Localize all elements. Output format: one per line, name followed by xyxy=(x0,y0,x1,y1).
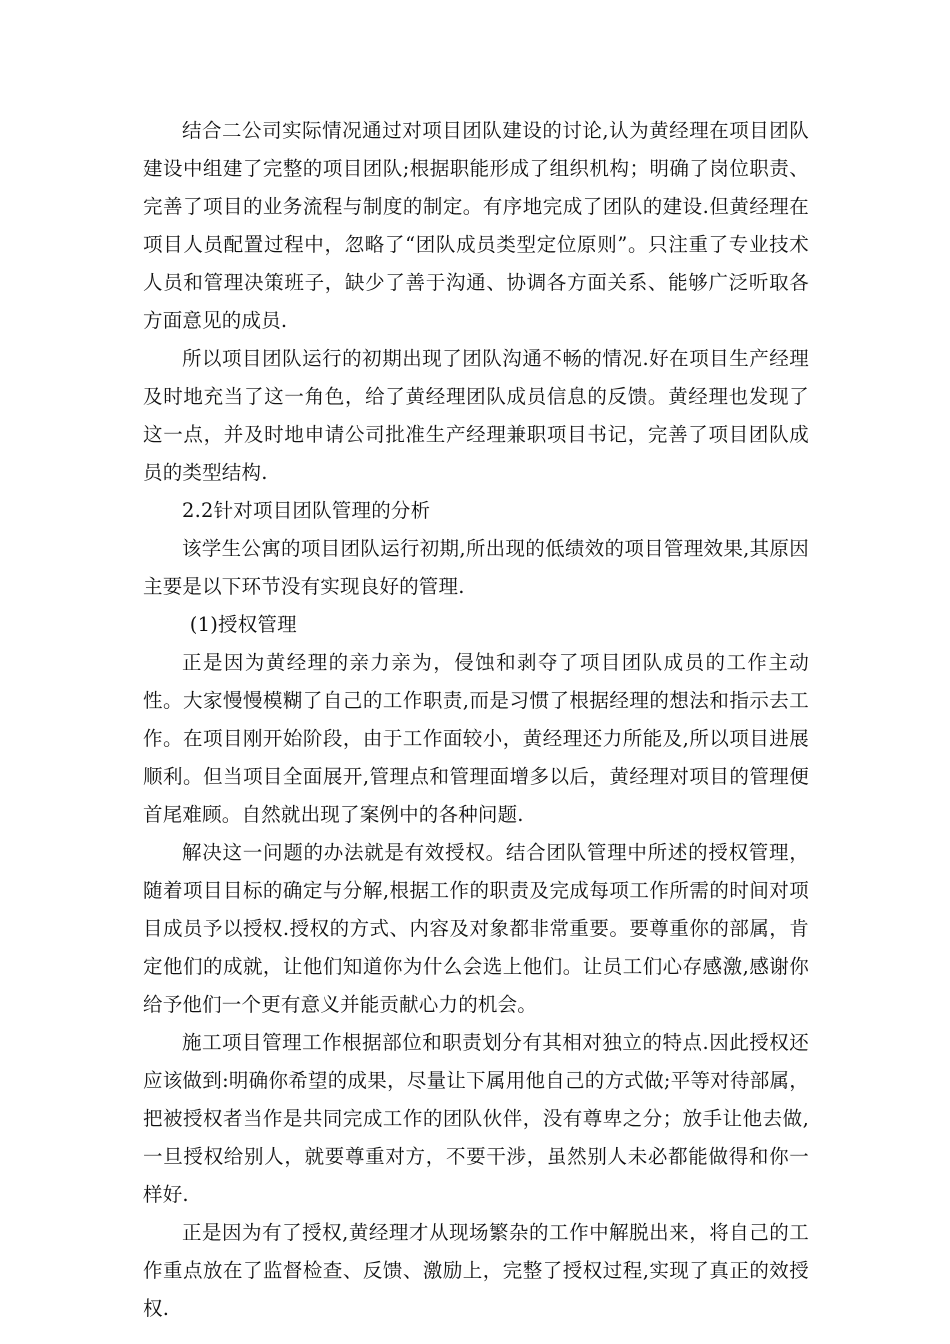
paragraph-delegation-problem: 正是因为黄经理的亲力亲为，侵蚀和剥夺了项目团队成员的工作主动性。大家慢慢模糊了自己的工作职责,而是习惯了根据经理的想法和指示去工作。在项目刚开始阶段，由于工作面较小，黄经理还力所能及,所以项目进展顺利。但当项目全面展开,管理点和管理面增多以后，黄经理对项目的管理便首尾难顾。自然就出现了案例中的各种问题. xyxy=(143,651,809,826)
paragraph-delegation-result: 正是因为有了授权,黄经理才从现场繁杂的工作中解脱出来，将自己的工作重点放在了监督检查、反馈、激励上，完整了授权过程,实现了真正的效授权. xyxy=(143,1221,809,1320)
document-body xyxy=(143,112,809,1328)
paragraph-communication: 所以项目团队运行的初期出现了团队沟通不畅的情况.好在项目生产经理及时地充当了这一角色，给了黄经理团队成员信息的反馈。黄经理也发现了这一点，并及时地申请公司批准生产经理兼职项目书记，完善了项目团队成员的类型结构. xyxy=(143,347,809,484)
section-heading: 2.2针对项目团队管理的分析 xyxy=(182,499,431,522)
subsection-heading: (1)授权管理 xyxy=(189,613,297,636)
paragraph-delegation-solution: 解决这一问题的办法就是有效授权。结合团队管理中所述的授权管理，随着项目目标的确定与分解,根据工作的职责及完成每项工作所需的时间对项目成员予以授权.授权的方式、内容及对象都非常重要。要尊重你的部属，肯定他们的成就，让他们知道你为什么会选上他们。让员工们心存感激,感谢你给予他们一个更有意义并能贡献心力的机会。 xyxy=(143,841,809,1016)
paragraph-delegation-practice: 施工项目管理工作根据部位和职责划分有其相对独立的特点.因此授权还应该做到:明确你希望的成果，尽量让下属用他自己的方式做;平等对待部属，把被授权者当作是共同完成工作的团队伙伴，没有尊卑之分；放手让他去做,一旦授权给别人，就要尊重对方，不要干涉，虽然别人未必都能做得和你一样好. xyxy=(143,1031,809,1206)
paragraph-team-building: 结合二公司实际情况通过对项目团队建设的讨论,认为黄经理在项目团队建设中组建了完整的项目团队;根据职能形成了组织机构；明确了岗位职责、完善了项目的业务流程与制度的制定。有序地完成了团队的建设.但黄经理在项目人员配置过程中，忽略了“团队成员类型定位原则”。只注重了专业技术人员和管理决策班子，缺少了善于沟通、协调各方面关系、能够广泛听取各方面意见的成员. xyxy=(143,119,809,332)
paragraph-analysis-intro: 该学生公寓的项目团队运行初期,所出现的低绩效的项目管理效果,其原因主要是以下环节没有实现良好的管理. xyxy=(143,537,809,598)
